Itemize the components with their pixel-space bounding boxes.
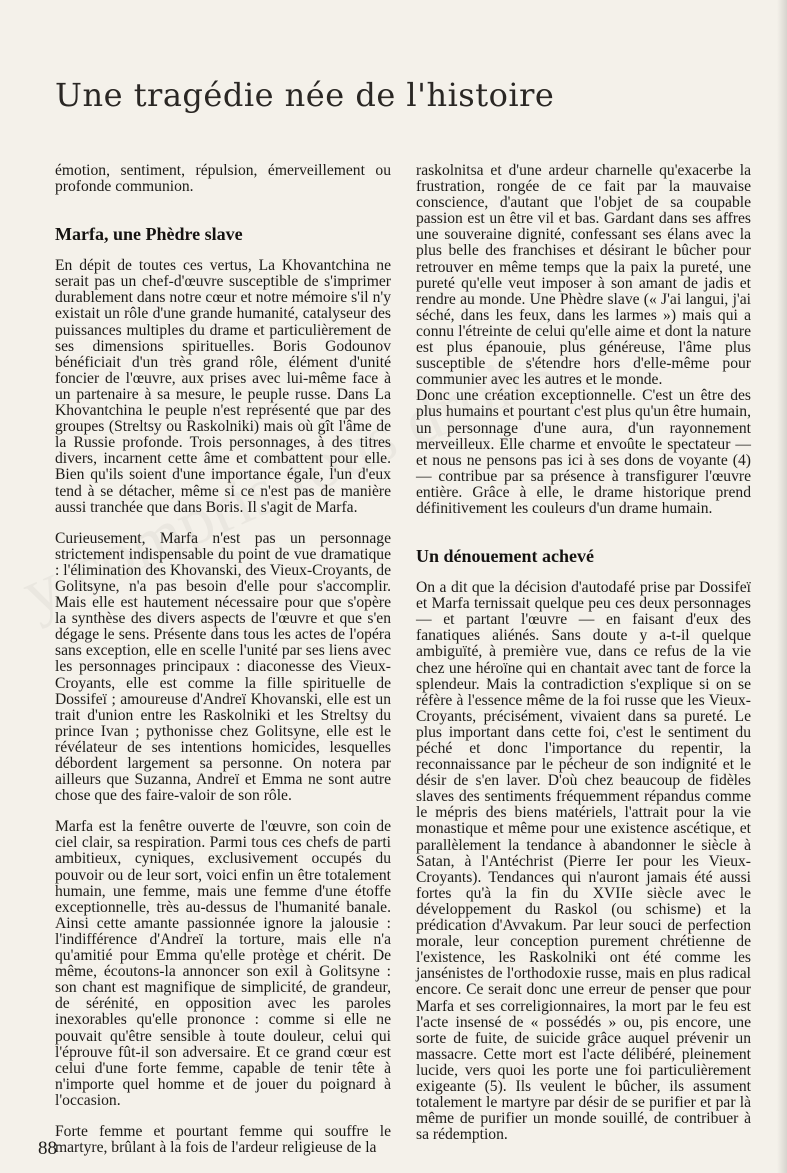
body-paragraph: Forte femme et pourtant femme qui souffre le martyre, brûlant à la fois de l'ardeur religieuse de la: [55, 1122, 391, 1157]
body-paragraph: On a dit que la décision d'autodafé prise par Dossifeï et Marfa ternissait quelque peu ces deux personnages — et partant l'œuvre — en faisant d'eux des fanatiques aliénés. Sans doute y a-t-il quelque ambiguïté, à première vue, dans ce refus de la vie chez une héroïne qui en chantait avec tant de force la splendeur. Mais la contradiction s'explique si on se réfère à l'essence même de la foi russe que les Vieux-Croyants, précisément, vivaient dans sa pureté. Le plus important dans cette foi, c'est le sentiment du péché et donc l'importance du repentir, la reconnaissance par le pécheur de son indignité et le désir de s'en laver. D'où chez beaucoup de fidèles slaves des sentiments fréquemment répandus comme le mépris des biens matériels, l'attrait pour la vie monastique et même pour une existence ascétique, et parallèlement la tendance à abandonner le siècle à Satan, à l'Antéchrist (Pierre Ier pour les Vieux-Croyants). Tendances qui n'auront jamais été aussi fortes qu'à la fin du XVIIe siècle avec le développement du Raskol (ou schisme) et la prédication d'Avvakum. Par leur souci de perfection morale, leur conception purement chrétienne de l'existence, les Raskolniki ont été comme les jansénistes de l'orthodoxie russe, mais en plus radical encore. Ce serait donc une erreur de penser que pour Marfa et ses correligionnaires, la mort par le feu est l'acte insensé de « possédés » ou, pis encore, une sorte de fuite, de suicide grâce auquel prévenir un massacre. Cette mort est l'acte délibéré, pleinement lucide, vers quoi les porte une foi particulièrement exigeante (5). Ils veulent le bûcher, ils assument totalement le martyre par désir de se purifier et par là même de purifier un monde souillé, de contribuer à sa rédemption.: [416, 579, 751, 1144]
body-paragraph: En dépit de toutes ces vertus, La Khovantchina ne serait pas un chef-d'œuvre susceptible de s'imprimer durablement dans notre cœur et notre mémoire s'il n'y existait un rôle d'une grande humanité, catalyseur des puissances multiples du drame et particulièrement de ses dimensions spirituelles. Boris Godounov bénéficiait d'un très grand rôle, élément d'unité foncier de l'œuvre, aux prises avec lui-même face à un partenaire à sa mesure, le peuple russe. Dans La Khovantchina le peuple n'est représenté que par des groupes (Streltsy ou Raskolniki) mais où gît l'âme de la Russie profonde. Trois personnages, à des titres divers, incarnent cette âme et combattent pour elle. Bien qu'ils soient d'une importance égale, l'un d'eux tend à se détacher, même si ce n'est pas de manière aussi tranchée que dans Boris. Il s'agit de Marfa.: [55, 257, 391, 516]
section-heading-denouement: Un dénouement achevé: [416, 546, 594, 567]
body-paragraph: Marfa est la fenêtre ouverte de l'œuvre, son coin de ciel clair, sa respiration. Parmi tous ces chefs de parti ambitieux, cyniques, exclusivement occupés du pouvoir ou de leur sort, voici enfin un être totalement humain, une femme, mais une femme d'une étoffe exceptionnelle, très au-dessus de l'humanité banale. Ainsi cette amante passionnée ignore la jalousie : l'indifférence d'Andreï la torture, mais elle n'a qu'amitié pour Emma qu'elle protège et chérit. De même, écoutons-la annoncer son exil à Golitsyne : son chant est magnifique de simplicité, de grandeur, de sérénité, en opposition avec les paroles inexorables qu'elle prononce : comme si elle ne pouvait qu'être sensible à toute douleur, celui qui l'éprouve fût-il son adversaire. Et ce grand cœur est celui d'une forte femme, capable de tenir tête à n'importe quel homme et de jouer du poignard à l'occasion.: [55, 818, 391, 1109]
page-number: 88: [38, 1138, 57, 1159]
intro-paragraph: émotion, sentiment, répulsion, émerveillement ou profonde communion.: [55, 162, 391, 196]
left-column: [55, 163, 391, 1156]
body-paragraph: Curieusement, Marfa n'est pas un personnage strictement indispensable du point de vue dramatique : l'élimination des Khovanski, des Vieux-Croyants, de Golitsyne, n'a pas besoin d'elle pour s'accomplir. Mais elle est hautement nécessaire pour que s'opère la synthèse des divers aspects de l'œuvre et que s'en dégage le sens. Présente dans tous les actes de l'opéra sans exception, elle en scelle l'unité par ses liens avec les personnages principaux : diaconesse des Vieux-Croyants, elle est comme la fille spirituelle de Dossifeï ; amoureuse d'Andreï Khovanski, elle est un trait d'union entre les Raskolniki et les Streltsy du prince Ivan ; pythonisse chez Golitsyne, elle est le révélateur de ses intentions homicides, lesquelles débordent largement sa personne. On notera par ailleurs que Suzanna, Andreï et Emma ne sont autre chose que des faire-valoir de son rôle.: [55, 529, 391, 805]
body-paragraph: Donc une création exceptionnelle. C'est un être des plus humains et pourtant c'est plus qu'un être humain, un personnage d'une aura, d'un rayonnement merveilleux. Elle charme et envoûte le spectateur — et nous ne pensons pas ici à ses dons de voyante (4) — contribue par sa présence à transfigurer l'œuvre entière. Grâce à elle, le drame historique prend définitivement les couleurs d'un drame humain.: [416, 387, 751, 517]
section-heading-marfa: Marfa, une Phèdre slave: [55, 224, 243, 245]
body-paragraph: raskolnitsa et d'une ardeur charnelle qu'exacerbe la frustration, rongée de ce fait par la mauvaise conscience, d'autant que l'objet de sa coupable passion est un être vil et bas. Gardant dans ses affres une souveraine dignité, confessant ses élans avec la plus belle des franchises et désirant le bûcher pour retrouver en même temps que la paix la pureté, une pureté qu'elle veut imposer à son amant de jadis et rendre au monde. Une Phèdre slave (« J'ai langui, j'ai séché, dans les feux, dans les larmes ») mais qui a connu l'étreinte de celui qu'elle aime et dont la nature est plus épanouie, plus généreuse, l'âme plus susceptible de s'étendre hors d'elle-même pour communier avec les autres et le monde.: [416, 162, 751, 389]
right-column: [416, 163, 751, 1143]
page-title: Une tragédie née de l'histoire: [55, 76, 555, 114]
page-edge-shadow: [777, 0, 787, 1173]
